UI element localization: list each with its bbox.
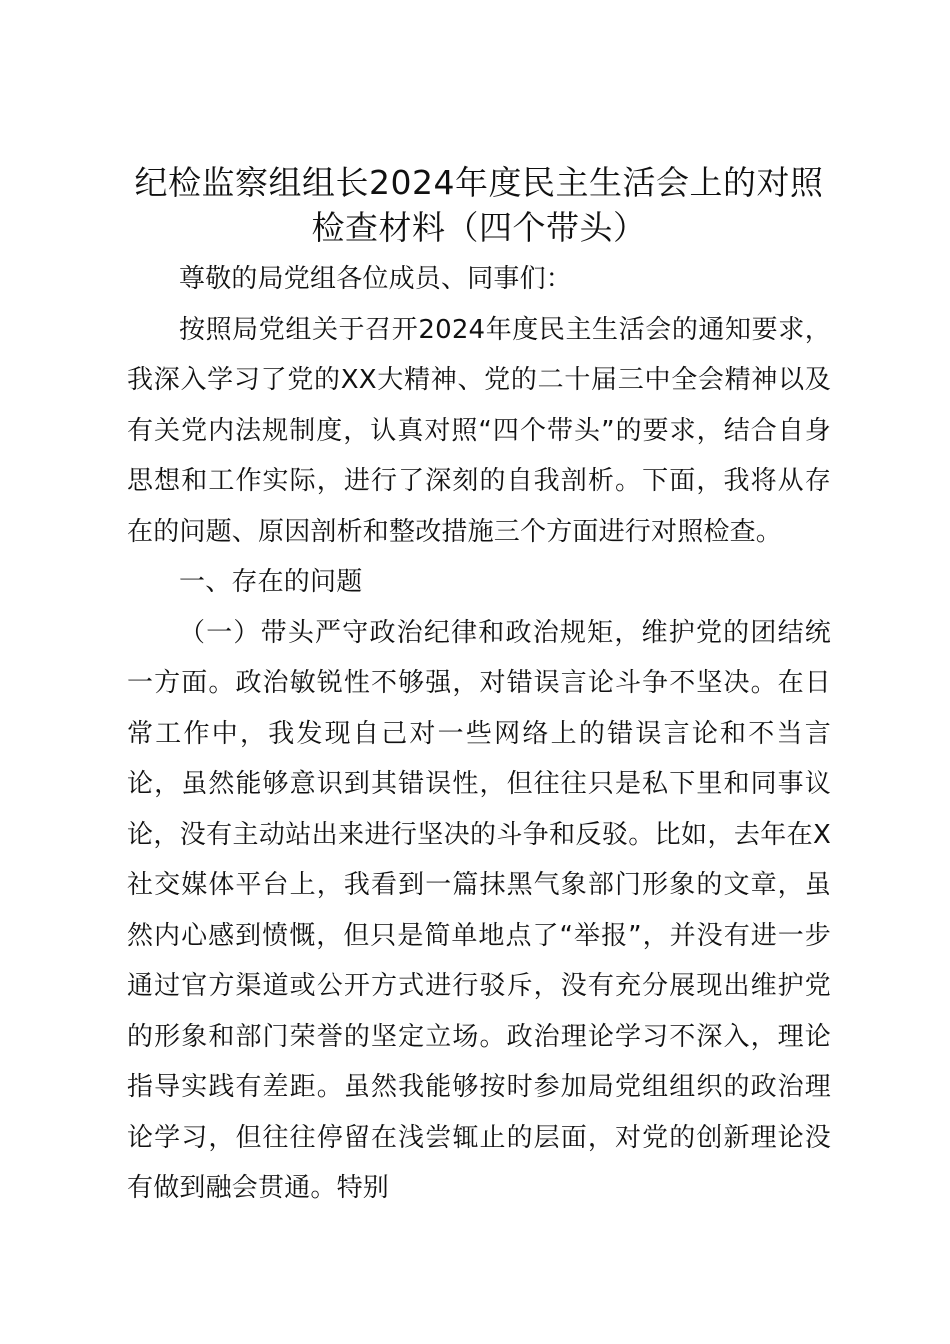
document-title: 纪检监察组组长2024年度民主生活会上的对照检查材料（四个带头） xyxy=(134,163,824,247)
intro-paragraph: 按照局党组关于召开2024年度民主生活会的通知要求，我深入学习了党的XX大精神、党的二十届三中全会精神以及有关党内法规制度，认真对照“四个带头”的要求，结合自身思想和工作实际，进行了深刻的自我剖析。下面，我将从存在的问题、原因剖析和整改措施三个方面进行对照检查。 xyxy=(127,314,831,547)
section-paragraph: （一）带头严守政治纪律和政治规矩，维护党的团结统一方面。政治敏锐性不够强，对错误言论斗争不坚决。在日常工作中，我发现自己对一些网络上的错误言论和不当言论，虽然能够意识到其错误性，但往往只是私下里和同事议论，没有主动站出来进行坚决的斗争和反驳。比如，去年在X社交媒体平台上，我看到一篇抹黑气象部门形象的文章，虽然内心感到愤慨，但只是简单地点了“举报”，并没有进一步通过官方渠道或公开方式进行驳斥，没有充分展现出维护党的形象和部门荣誉的坚定立场。政治理论学习不深入，理论指导实践有差距。虽然我能够按时参加局党组组织的政治理论学习，但往往停留在浅尝辄止的层面，对党的创新理论没有做到融会贯通。特别 xyxy=(127,617,831,1203)
section-heading: 一、存在的问题 xyxy=(179,567,363,597)
salutation: 尊敬的局党组各位成员、同事们： xyxy=(179,264,573,294)
document-page xyxy=(127,160,831,1214)
document-body xyxy=(127,254,831,1214)
